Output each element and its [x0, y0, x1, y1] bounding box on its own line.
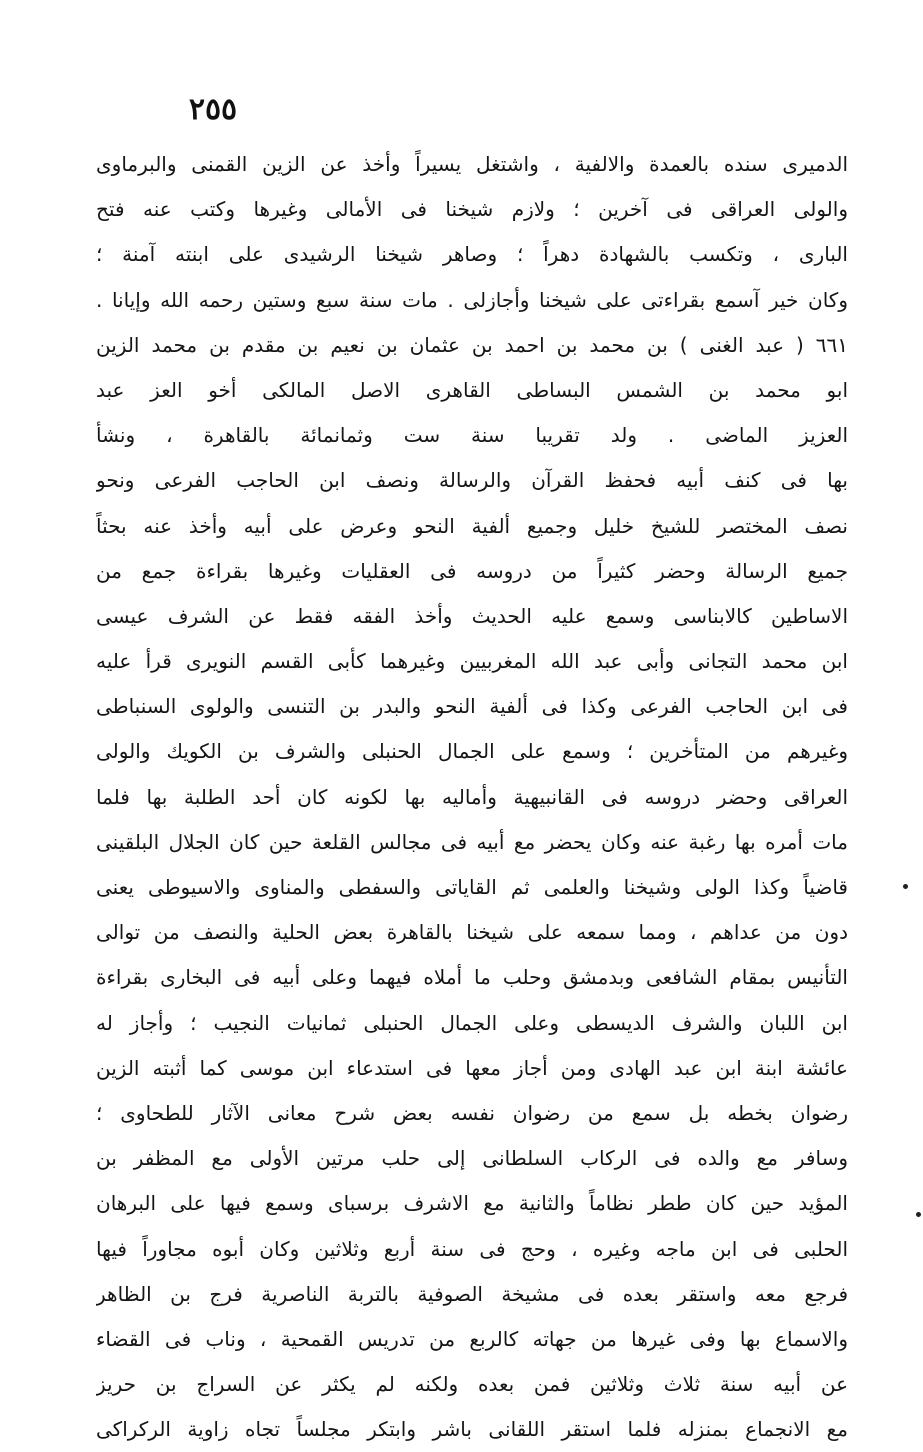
text-line: الاساطين كالابناسى وسمع عليه الحديث وأخذ الفقه فقط عن الشرف عيسى [96, 603, 848, 628]
text-line: عائشة ابنة ابن عبد الهادى ومن أجاز معها فى استدعاء ابن موسى كما أثبته الزين [96, 1055, 848, 1080]
text-line: مع الانجماع بمنزله فلما استقر اللقانى باشر وابتكر مجلساً تجاه زاوية الركراكى [96, 1417, 848, 1442]
text-line: الحلبى فى ابن ماجه وغيره ، وحج فى سنة أربع وثلاثين وكان أبوه مجاوراً فيها [96, 1236, 848, 1261]
text-line: العراقى وحضر دروسه فى القانبيهية وأماليه بها لكونه كان أحد الطلبة بها فلما [96, 784, 848, 809]
text-line: مات أمره بها رغبة عنه وكان يحضر مع أبيه فى مجالس القلعة حين كان الجلال البلقينى [96, 829, 848, 854]
text-line: والولى العراقى فى آخرين ؛ ولازم شيخنا فى الأمالى وغيرها وكتب عنه فتح [96, 197, 848, 222]
text-line: فرجع معه واستقر بعده فى مشيخة الصوفية بالتربة الناصرية فرج بن الظاهر [96, 1281, 848, 1306]
entry-heading-line: ٦٦١ ( عبد الغنى ) بن محمد بن احمد بن عثمان بن نعيم بن مقدم بن محمد الزين [96, 332, 848, 357]
text-line: ابن محمد التجانى وأبى عبد الله المغربيين وغيرهما كأبى القسم النويرى قرأ عليه [96, 649, 848, 674]
text-line: قاضياً وكذا الولى وشيخنا والعلمى ثم القاياتى والسفطى والمناوى والاسيوطى يعنى [96, 875, 848, 899]
text-line: والاسماع بها وفى غيرها من جهاته كالربع من تدريس القمحية ، وناب فى القضاء [96, 1326, 848, 1351]
text-line: فى ابن الحاجب الفرعى وكذا فى ألفية النحو والبدر بن التنسى والولوى السنباطى [96, 694, 848, 719]
text-line: دون من عداهم ، ومما سمعه على شيخنا بالقاهرة بعض الحلية والنصف من توالى [96, 920, 848, 945]
text-line: الدميرى سنده بالعمدة والالفية ، واشتغل يسيراً وأخذ عن الزين القمنى والبرماوى [96, 152, 848, 176]
text-line: التأنيس بمقام الشافعى وبدمشق وحلب ما أملاه فيهما وعلى أبيه فى البخارى بقراءة [96, 965, 848, 990]
text-line: المؤيد حين كان ططر نظاماً والثانية مع الاشرف برسباى وسمع فيها على البرهان [96, 1191, 848, 1216]
text-line: وسافر مع والده فى الركاب السلطانى إلى حلب مرتين الأولى مع المظفر بن [96, 1146, 848, 1171]
margin-mark [903, 884, 908, 889]
text-line: عن أبيه سنة ثلاث وثلاثين فمن بعده ولكنه لم يكثر عن السراج بن حريز [96, 1372, 848, 1397]
text-line: البارى ، وتكسب بالشهادة دهراً ؛ وصاهر شيخنا الرشيدى على ابنته آمنة ؛ [96, 242, 848, 267]
text-line: العزيز الماضى . ولد تقريبا سنة ست وثمانمائة بالقاهرة ، ونشأ [96, 423, 848, 448]
text-line: وكان خير آسمع بقراءتى على شيخنا وأجازلى . مات سنة سبع وستين رحمه الله وإيانا . [96, 287, 848, 312]
text-line: ابو محمد بن الشمس البساطى القاهرى الاصل المالكى أخو العز عبد [96, 377, 848, 402]
text-line: رضوان بخطه بل سمع من رضوان نفسه بعض شرح معانى الآثار للطحاوى ؛ [96, 1100, 848, 1125]
page-number: ٢٥٥ [188, 92, 238, 127]
text-line: نصف المختصر للشيخ خليل وجميع ألفية النحو وعرض على أبيه وأخذ عنه بحثاً [96, 513, 848, 538]
text-line: جميع الرسالة وحضر كثيراً من دروسه فى العقليات وغيرها بقراءة جمع من [96, 558, 848, 583]
body-text [96, 142, 848, 1452]
text-line: بها فى كنف أبيه فحفظ القرآن والرسالة ونصف ابن الحاجب الفرعى ونحو [96, 468, 848, 493]
text-line: ابن اللبان والشرف الديسطى وعلى الجمال الحنبلى ثمانيات النجيب ؛ وأجاز له [96, 1010, 848, 1035]
margin-mark [916, 1212, 921, 1217]
text-line: وغيرهم من المتأخرين ؛ وسمع على الجمال الحنبلى والشرف بن الكويك والولى [96, 739, 848, 764]
